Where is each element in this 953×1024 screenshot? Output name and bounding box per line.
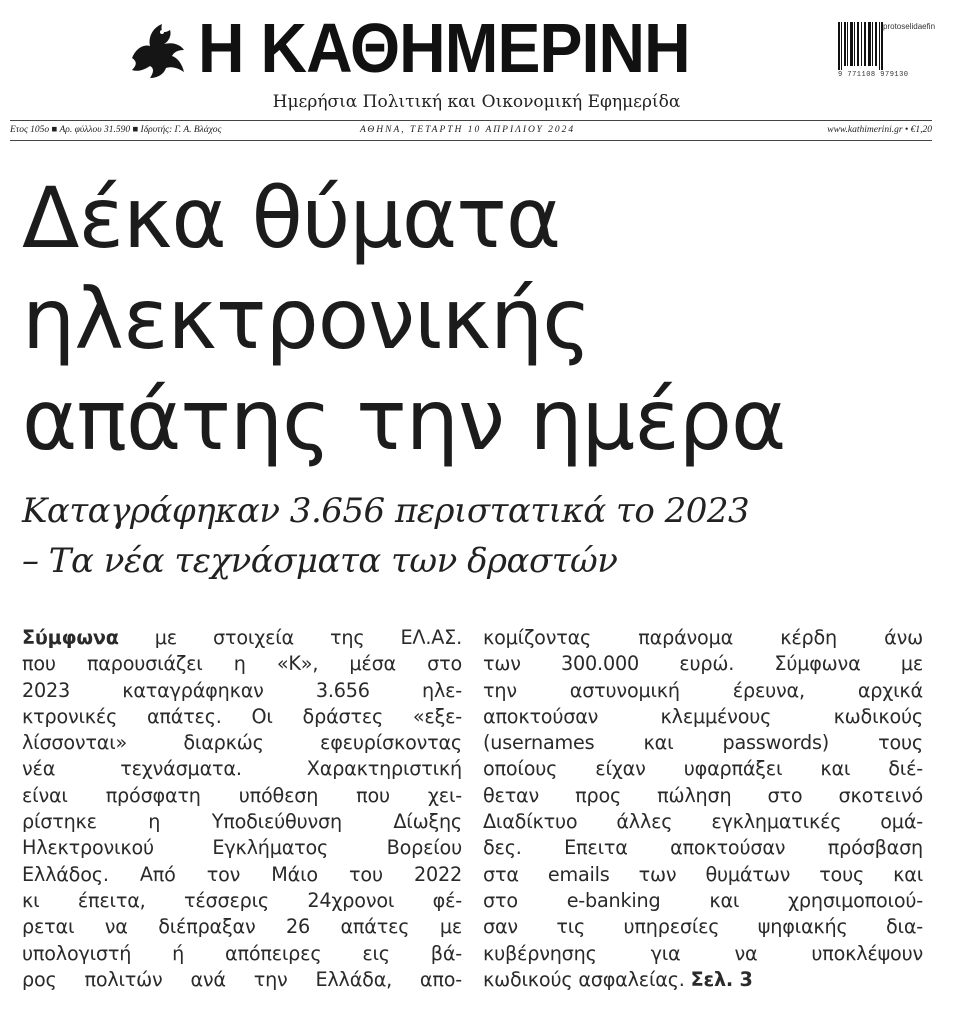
website-price: www.kathimerini.gr • €1,20 (827, 125, 932, 135)
divider-bottom (10, 140, 932, 141)
article-line: (usernames και passwords) τους (483, 731, 923, 755)
article-line: στο e-banking και χρησιμοποιού- (483, 888, 923, 912)
article-line: είναι πρόσφατη υπόθεση που χει- (22, 783, 462, 807)
article-column-right (483, 625, 923, 993)
main-headline (22, 168, 942, 471)
headline-line: Δέκα θύματα (22, 169, 561, 267)
article-line: Ελλάδος. Από τον Μάιο του 2022 (22, 862, 462, 886)
article-line: την αστυνομική έρευνα, αρχικά (483, 678, 923, 702)
deck-line: – Τα νέα τεχνάσματα των δραστών (22, 541, 618, 581)
barcode-label: protoselidaefin (883, 22, 936, 31)
headline-line: απάτης την ημέρα (22, 371, 786, 469)
newspaper-subtitle: Ημερήσια Πολιτική και Οικονομική Εφημερίδα (272, 92, 681, 112)
issue-info-bar (10, 123, 932, 139)
barcode-number: 9 771108 979130 (838, 71, 909, 79)
article-line: δες. Επειτα αποκτούσαν πρόσβαση (483, 836, 923, 860)
article-line: Ηλεκτρονικού Εγκλήματος Βορείου (22, 836, 462, 860)
article-line: οποίους είχαν υφαρπάξει και διέ- (483, 757, 923, 781)
article-line: σαν τις υπηρεσίες ψηφιακής δια- (483, 915, 923, 939)
article-line: ρος πολιτών ανά την Ελλάδα, απο- (22, 967, 462, 991)
article-line: Σύμφωνα με στοιχεία της ΕΛ.ΑΣ. (22, 626, 462, 649)
article-line: λίσσονται» διαρκώς εφευρίσκοντας (22, 731, 462, 755)
article-line: ρίστηκε η Υποδιεύθυνση Δίωξης (22, 810, 462, 834)
article-line: αποκτούσαν κλεμμένους κωδικούς (483, 704, 923, 728)
article-line: 2023 καταγράφηκαν 3.656 ηλε- (22, 678, 462, 702)
issue-details: Ετος 105ο ■ Αρ. φύλλου 31.590 ■ Ιδρυτής: Γ. Α. Βλάχος (10, 125, 222, 135)
headline-line: ηλεκτρονικής (22, 270, 591, 368)
article-line: υπολογιστή ή απόπειρες εις βά- (22, 941, 462, 965)
lead-word: Σύμφωνα (22, 626, 119, 649)
article-line: κυβέρνησης για να υποκλέψουν (483, 941, 923, 965)
article-column-left (22, 625, 462, 993)
article-line: ρεται να διέπραξαν 26 απάτες με (22, 915, 462, 939)
sub-headline (22, 486, 942, 586)
article-line: κι έπειτα, τέσσερις 24χρονοι φέ- (22, 888, 462, 912)
article-line: στα emails των θυμάτων τους και (483, 862, 923, 886)
griffin-logo-icon (126, 18, 194, 82)
deck-line: Καταγράφηκαν 3.656 περιστατικά το 2023 (22, 491, 750, 531)
article-line: κτρονικές απάτες. Οι δράστες «εξε- (22, 704, 462, 728)
page-reference: Σελ. 3 (690, 967, 753, 991)
article-line: των 300.000 ευρώ. Σύμφωνα με (483, 652, 923, 676)
article-line: που παρουσιάζει η «Κ», μέσα στο (22, 652, 462, 676)
newspaper-title: Η ΚΑΘΗΜΕΡΙΝΗ (198, 9, 690, 87)
article-line: κωδικούς ασφαλείας. Σελ. 3 (483, 967, 753, 991)
article-line: κομίζοντας παράνομα κέρδη άνω (483, 626, 923, 649)
article-line: θεταν προς πώληση στο σκοτεινό (483, 783, 923, 807)
article-line: Διαδίκτυο άλλες εγκληματικές ομά- (483, 810, 923, 834)
divider-top (10, 120, 932, 121)
issue-date: ΑΘΗΝΑ, ΤΕΤΑΡΤΗ 10 ΑΠΡΙΛΙΟΥ 2024 (360, 125, 576, 135)
article-line: νέα τεχνάσματα. Χαρακτηριστική (22, 757, 462, 781)
